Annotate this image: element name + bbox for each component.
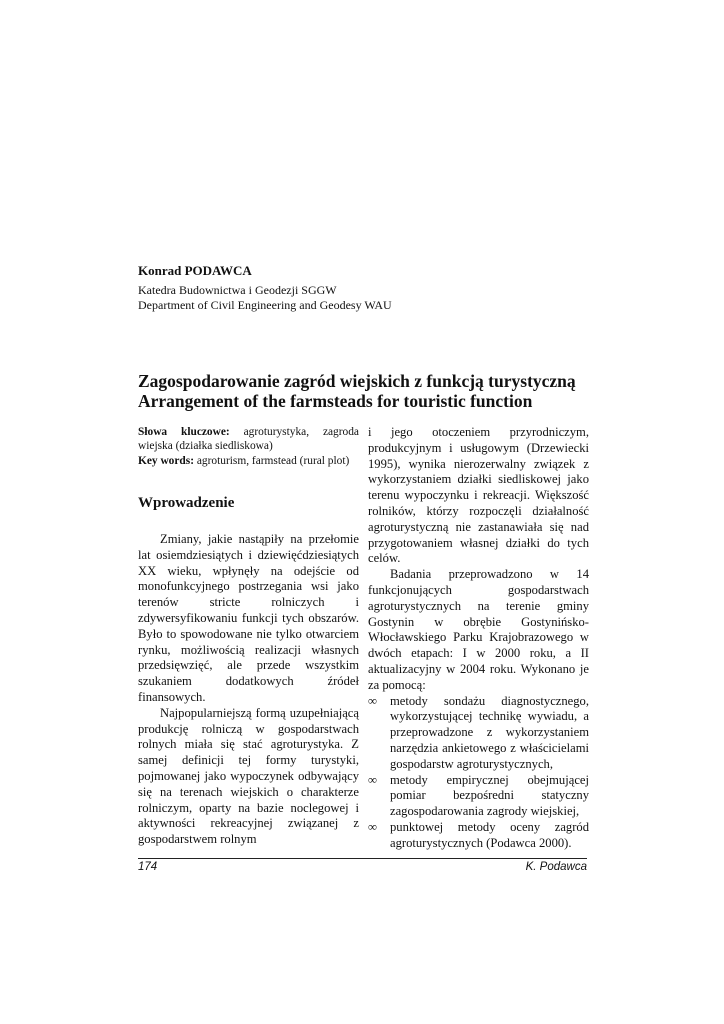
infinity-bullet-icon: ∞ [368,772,377,787]
paragraph: Najpopularniejszą formą uzupełniającą produkcję rolniczą w gospodarstwach rolnych miała się stać agroturystyka. Z samej definicji tej formy turystyki, pojmowanej jako wypoczynek odbywający się na terenach wiejskich o charakterze rolniczym, oparty na bazie noclegowej i aktywności rekreacyjnej związanej z gospodarstwem rolnym [138,705,359,847]
keywords-en-label: Key words: [138,454,194,467]
keywords-en-text: agroturism, farmstead (rural plot) [196,454,350,467]
paragraph: Badania przeprowadzono w 14 funkcjonujących gospodarstwach agroturystycznych na terenie gminy Gostynin w obrębie Gostynińsko-Włocławskiego Parku Krajobrazowego w dwóch etapach: I w 2000 roku, a II aktualizacyjny w 2004 roku. Wykonano je za pomocą: [368,567,589,692]
section-heading: Wprowadzenie [138,495,235,512]
keywords-pl-text: agroturystyka, zagroda wiejska (działka siedliskowa) [138,426,359,453]
list-item: ∞ metody empirycznej obejmującej pomiar bezpośredni statyczny zagospodarowania zagrody wiejskiej, [368,772,589,819]
paragraph: Zmiany, jakie nastąpiły na przełomie lat osiemdziesiątych i dziewięćdziesiątych XX wieku, wpłynęły na odejście od monofunkcyjnego postrzegania wsi jako terenów stricte rolniczych i zdywersyfikowaniu funkcji tych obszarów. Było to spowodowane nie tylko otwarciem rynku, możliwością realizacji własnych przedsięwzięć, ale przede wszystkim szukaniem dodatkowych źródeł finansowych. [138,532,359,704]
affiliation-en: Department of Civil Engineering and Geodesy WAU [138,298,392,312]
paragraph: i jego otoczeniem przyrodniczym, produkcyjnym i usługowym (Drzewiecki 1995), wynika nierozerwalny związek z wykorzystaniem działki siedliskowej jako terenu wypoczynku i rekreacji. Większość rolników, którzy rozpoczęli działalność agroturystyczną nie zastanawiała się nad przygotowaniem własnej działki do tych celów. [368,425,589,566]
page-number: 174 [138,861,158,873]
keywords-block [138,425,359,468]
title-english: Arrangement of the farmsteads for touristic function [138,391,533,411]
left-column [138,425,359,848]
right-column [368,425,589,852]
footer-divider [138,858,587,859]
author-name: Konrad PODAWCA [138,263,252,278]
keywords-pl-label: Słowa kluczowe: [138,426,230,438]
infinity-bullet-icon: ∞ [368,693,377,708]
list-item: ∞ punktowej metody oceny zagród agroturystycznych (Podawca 2000). [368,819,589,850]
title-polish: Zagospodarowanie zagród wiejskich z funkcją turystyczną [138,371,576,391]
running-author: K. Podawca [525,861,587,873]
infinity-bullet-icon: ∞ [368,819,377,834]
list-item: ∞ metody sondażu diagnostycznego, wykorzystującej technikę wywiadu, a przeprowadzone z wykorzystaniem narzędzia ankietowego z właścicielami gospodarstw agroturystycznych, [368,693,589,771]
method-list [368,694,589,852]
affiliation-pl: Katedra Budownictwa i Geodezji SGGW [138,283,337,297]
